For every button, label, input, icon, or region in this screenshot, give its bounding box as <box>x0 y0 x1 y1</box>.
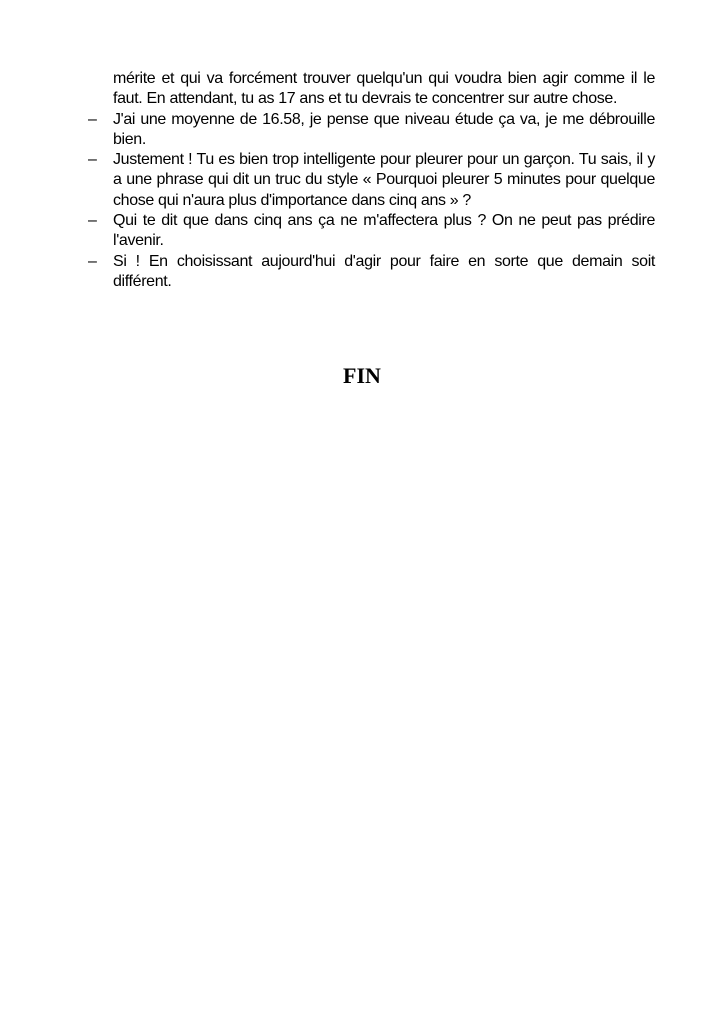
dialogue-dash: – <box>88 110 97 128</box>
dialogue-line-text: J'ai une moyenne de 16.58, je pense que niveau étude ça va, je me débrouille bien. <box>113 110 655 148</box>
dialogue-line <box>88 211 655 252</box>
dialogue-line <box>88 252 655 293</box>
dialogue-dash: – <box>88 252 97 270</box>
dialogue-line <box>88 150 655 211</box>
dialogue-dash: – <box>88 212 97 230</box>
dialogue-text <box>88 69 655 292</box>
dialogue-line-text: mérite et qui va forcément trouver quelqu'un qui voudra bien agir comme il le faut. En attendant, tu as 17 ans et tu devrais te concentrer sur autre chose. <box>113 70 655 108</box>
ending-heading: FIN <box>343 363 381 388</box>
dialogue-continuation <box>88 69 655 110</box>
dialogue-line-text: Justement ! Tu es bien trop intelligente pour pleurer pour un garçon. Tu sais, il y a une phrase qui dit un truc du style « Pourquoi pleurer 5 minutes pour quelque chose qui n'aura plus d'importance dans cinq ans » ? <box>113 151 655 209</box>
dialogue-line-text: Qui te dit que dans cinq ans ça ne m'affectera plus ? On ne peut pas prédire l'avenir. <box>113 212 655 250</box>
dialogue-line <box>88 110 655 151</box>
dialogue-line-text: Si ! En choisissant aujourd'hui d'agir pour faire en sorte que demain soit différent. <box>113 252 655 290</box>
dialogue-dash: – <box>88 151 97 169</box>
